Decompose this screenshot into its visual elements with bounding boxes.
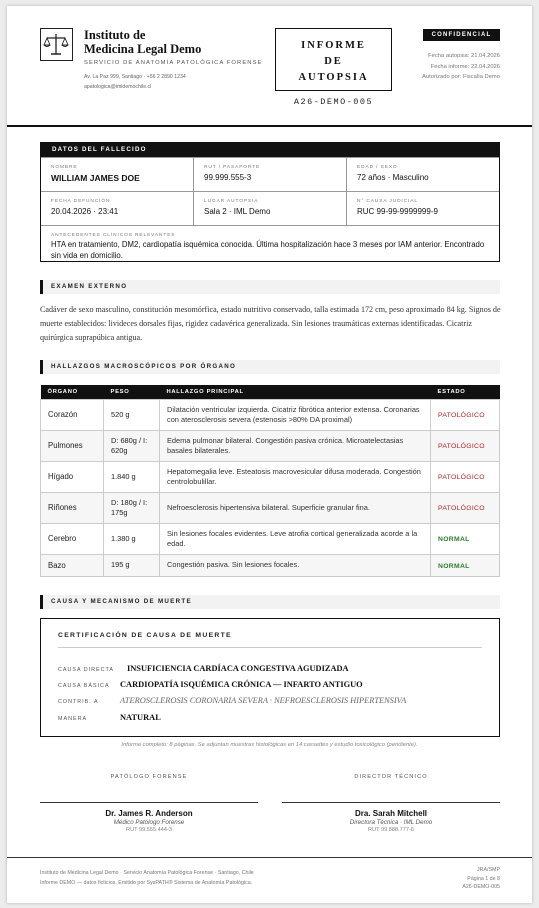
signature-line <box>40 802 258 803</box>
signature-rut: RUT 99.888.777-6 <box>368 827 414 833</box>
weight-cell: 1.380 g <box>104 523 160 554</box>
signature-name: Dra. Sarah Mitchell <box>354 809 428 818</box>
table-row <box>41 399 500 430</box>
header-divider <box>7 125 532 127</box>
footer-page-number: Página 1 de 8 <box>467 875 500 882</box>
report-title-line3: AUTOPSIA <box>298 72 369 83</box>
weight-cell: 195 g <box>104 554 160 576</box>
field-name <box>41 158 193 191</box>
field-case-number <box>346 192 499 225</box>
field-label: FECHA DEFUNCIÓN <box>51 199 111 204</box>
status-badge: NORMAL <box>438 536 470 543</box>
contributing-cause-label: CONTRIB. A <box>58 699 99 705</box>
footer-line2: Informe DEMO — datos ficticios. Emitido por SysPATH® Sistema de Anatomía Patológica. <box>40 879 253 886</box>
field-autopsy-place <box>193 192 346 225</box>
column-header: HALLAZGO PRINCIPAL <box>160 385 431 399</box>
deceased-section-title: DATOS DEL FALLECIDO <box>41 143 499 157</box>
footer-page-info <box>462 866 500 892</box>
footer-info <box>40 869 254 888</box>
death-certification-box <box>40 618 500 737</box>
field-label: ANTECEDENTES CLÍNICOS RELEVANTES <box>51 233 176 238</box>
status-badge: PATOLÓGICO <box>438 505 485 512</box>
signature-line <box>282 802 500 803</box>
weight-cell: D: 180g / I: 175g <box>104 492 160 523</box>
signature-title: Directora Técnica · IML Demo <box>349 819 433 826</box>
field-value: 99.999.555-3 <box>204 173 252 182</box>
field-label: RUT / PASAPORTE <box>204 165 261 170</box>
authorized-by: Autorizado por: Fiscalía Demo <box>422 74 500 80</box>
finding-cell: Edema pulmonar bilateral. Congestión pasiva crónica. Microatelectasias basales bilaterales. <box>160 430 431 461</box>
report-note: Informe completo: 8 páginas. Se adjuntan muestras histológicas en 14 cassettes y estudio toxicológico (pendiente). <box>121 742 418 748</box>
field-value: HTA en tratamiento, DM2, cardiopatía isquémica conocida. Última hospitalización hace 3 meses por IAM anterior. Encontrado sin vida en domicilio. <box>51 240 485 260</box>
signature-role-pathologist: PATÓLOGO FORENSE <box>110 774 188 780</box>
status-badge: NORMAL <box>438 562 470 570</box>
finding-cell: Hepatomegalia leve. Esteatosis macrovesicular difusa moderada. Congestión centrolobulillar. <box>160 461 431 492</box>
finding-cell: Dilatación ventricular izquierda. Cicatriz fibrótica anterior extensa. Coronarias con aterosclerosis severa (estenosis >80% DA proximal) <box>160 399 431 430</box>
status-badge: PATOLÓGICO <box>438 412 485 419</box>
report-header <box>7 6 532 126</box>
institution-subtitle: SERVICIO DE ANATOMÍA PATOLÓGICA FORENSE <box>84 60 263 66</box>
field-label: NOMBRE <box>51 165 78 170</box>
direct-cause-value: INSUFICIENCIA CARDÍACA CONGESTIVA AGUDIZADA <box>127 664 349 673</box>
field-value: Sala 2 · IML Demo <box>204 207 271 216</box>
scales-of-justice-icon <box>40 28 73 61</box>
column-header: PESO <box>104 385 160 399</box>
certification-divider <box>58 647 482 648</box>
field-death-date <box>41 192 193 225</box>
table-row <box>41 523 500 554</box>
signature-rut: RUT 99.555.444-3 <box>126 827 172 833</box>
table-row <box>41 554 500 576</box>
basic-cause-value: CARDIOPATÍA ISQUÉMICA CRÓNICA — INFARTO ANTIGUO <box>120 680 363 689</box>
footer-code: A26-DEMO-005 <box>462 884 500 890</box>
deceased-row-2 <box>41 191 499 225</box>
cause-heading: CAUSA Y MECANISMO DE MUERTE <box>40 595 500 609</box>
confidential-badge: CONFIDENCIAL <box>423 29 500 41</box>
status-cell <box>431 554 500 576</box>
table-row <box>41 492 500 523</box>
column-header: ESTADO <box>431 385 500 399</box>
signature-role-director: DIRECTOR TÉCNICO <box>354 774 428 780</box>
report-meta <box>422 51 500 83</box>
weight-cell: D: 680g / I: 620g <box>104 430 160 461</box>
institution-contact <box>84 73 186 92</box>
status-cell <box>431 399 500 430</box>
institution-address: Av. La Paz 999, Santiago · +56 2 2890 1234 <box>84 74 186 80</box>
report-page <box>7 6 532 903</box>
institution-name-line1: Instituto de <box>84 28 146 42</box>
organ-cell: Corazón <box>41 399 104 430</box>
finding-cell: Congestión pasiva. Sin lesiones focales. <box>160 554 431 576</box>
status-badge: PATOLÓGICO <box>438 443 485 450</box>
organ-findings-table <box>40 385 500 577</box>
basic-cause-label: CAUSA BÁSICA <box>58 683 110 689</box>
table-row <box>41 461 500 492</box>
column-header: ÓRGANO <box>41 385 104 399</box>
table-header-row <box>41 385 500 399</box>
status-cell <box>431 430 500 461</box>
institution-name-line2: Medicina Legal Demo <box>84 42 202 56</box>
footer-initials: JRA/SMP <box>477 867 500 873</box>
deceased-data-box <box>40 142 500 262</box>
signature-title: Médico Patólogo Forense <box>113 819 185 826</box>
finding-cell: Nefroesclerosis hipertensiva bilateral. Superficie granular fina. <box>160 492 431 523</box>
field-rut <box>193 158 346 191</box>
organ-cell: Hígado <box>41 461 104 492</box>
manner-label: MANERA <box>58 716 88 722</box>
report-date: Fecha informe: 22.04.2026 <box>430 63 500 70</box>
macroscopic-heading: HALLAZGOS MACROSCÓPICOS POR ÓRGANO <box>40 360 500 374</box>
institution-name <box>84 28 274 56</box>
institution-email: apatologica@imldemochile.cl <box>84 83 152 90</box>
table-row <box>41 430 500 461</box>
external-exam-heading: EXAMEN EXTERNO <box>40 280 500 294</box>
manner-value: NATURAL <box>120 713 161 722</box>
contributing-cause-value: ATEROSCLEROSIS CORONARIA SEVERA · NEFROESCLEROSIS HIPERTENSIVA <box>120 696 407 705</box>
status-cell <box>431 492 500 523</box>
field-clinical-history <box>41 225 499 261</box>
field-label: LUGAR AUTOPSIA <box>204 199 259 204</box>
certification-title: CERTIFICACIÓN DE CAUSA DE MUERTE <box>58 632 232 639</box>
report-title-line2: DE <box>324 56 343 67</box>
field-label: EDAD / SEXO <box>357 165 398 170</box>
organ-cell: Cerebro <box>41 523 104 554</box>
field-value: 20.04.2026 · 23:41 <box>51 207 119 216</box>
status-cell <box>431 523 500 554</box>
field-value: WILLIAM JAMES DOE <box>51 173 140 183</box>
field-age-sex <box>346 158 499 191</box>
field-value: RUC 99-99-9999999-9 <box>357 207 438 216</box>
weight-cell: 1.840 g <box>104 461 160 492</box>
status-badge: PATOLÓGICO <box>438 474 485 481</box>
weight-cell: 520 g <box>104 399 160 430</box>
status-cell <box>431 461 500 492</box>
report-title-line1: INFORME <box>301 40 366 51</box>
finding-cell: Sin lesiones focales evidentes. Leve atrofia cortical generalizada acorde a la edad. <box>160 523 431 554</box>
field-value: 72 años · Masculino <box>357 173 429 182</box>
organ-cell: Bazo <box>41 554 104 576</box>
external-exam-text: Cadáver de sexo masculino, constitución mesomórfica, estado nutritivo conservado, talla estimada 172 cm, peso aproximado 84 kg. Signos de muerte establecidos: livideces dorsales fijas, rigidez cadavérica generalizada. Sin lesiones traumáticas externas identificadas. Cicatriz quirúrgica suprapúbica antigua. <box>40 305 501 342</box>
report-title-box <box>275 28 392 91</box>
direct-cause-label: CAUSA DIRECTA <box>58 667 115 673</box>
report-number: A26-DEMO-005 <box>293 97 374 107</box>
signature-name: Dr. James R. Anderson <box>105 809 193 818</box>
autopsy-date: Fecha autopsia: 21.04.2026 <box>428 53 500 59</box>
field-label: N° CAUSA JUDICIAL <box>357 199 418 204</box>
organ-cell: Pulmones <box>41 430 104 461</box>
footer-line1: Instituto de Medicina Legal Demo · Servicio Anatomía Patológica Forense · Santiago, Chile <box>40 870 254 876</box>
deceased-row-1 <box>41 157 499 191</box>
organ-cell: Riñones <box>41 492 104 523</box>
footer-divider <box>7 857 532 858</box>
